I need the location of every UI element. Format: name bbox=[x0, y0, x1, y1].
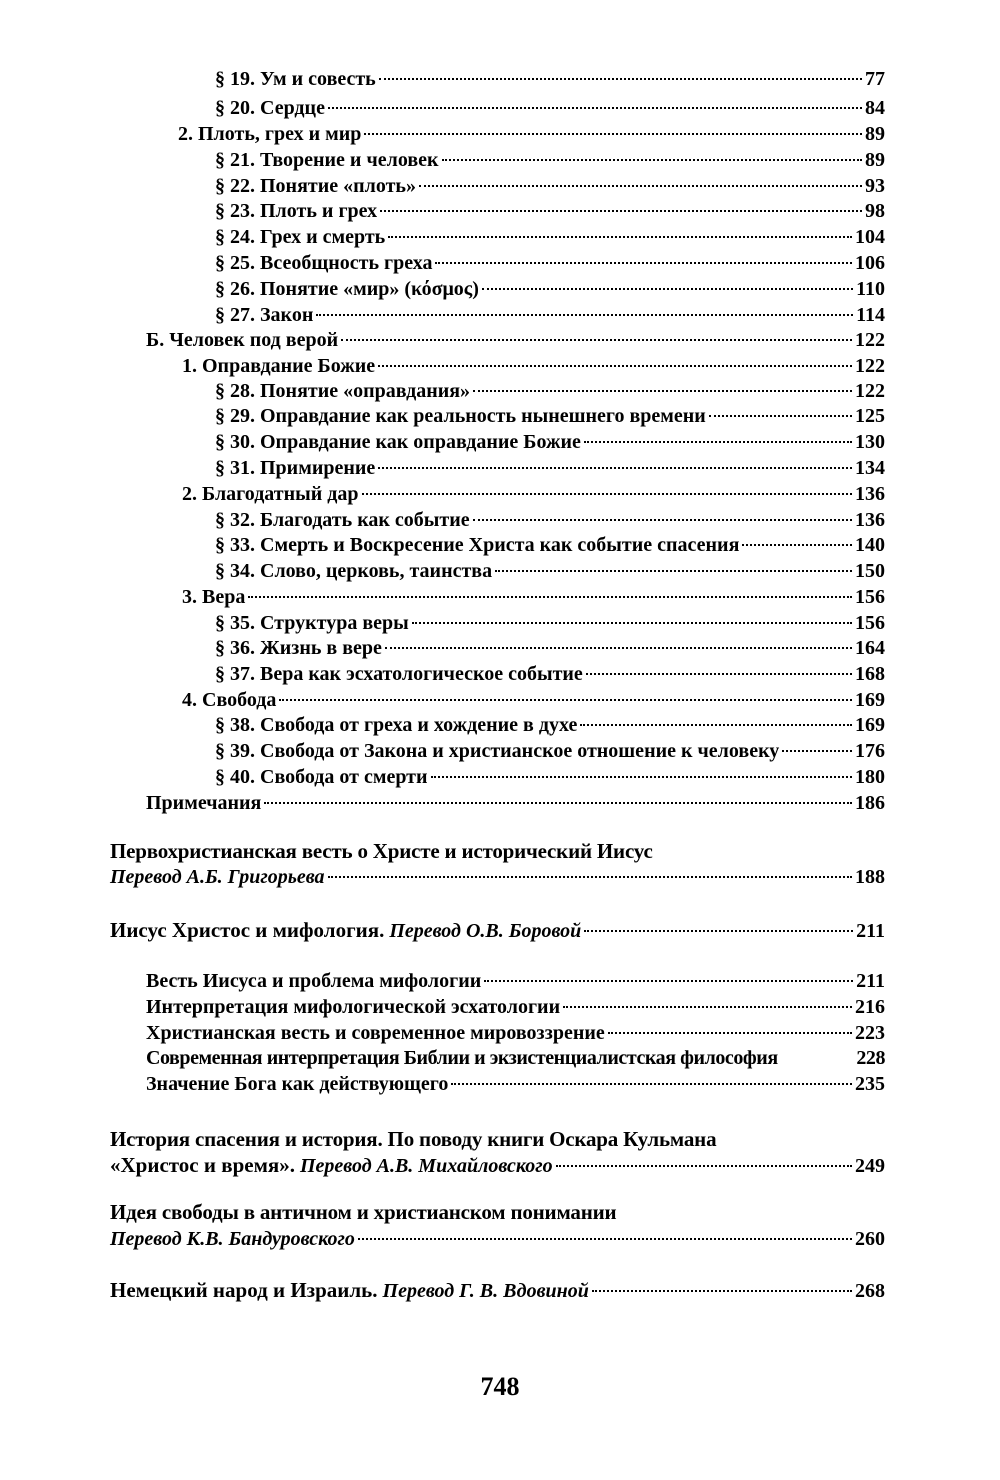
dot-leader bbox=[248, 596, 852, 598]
toc-entry bbox=[215, 661, 885, 687]
dot-leader bbox=[473, 390, 852, 392]
translator-credit: Перевод К.В. Бандуровского bbox=[110, 1228, 355, 1250]
toc-entry-title: § 38. Свобода от греха и хождение в духе bbox=[215, 714, 578, 736]
toc-entry bbox=[110, 1277, 885, 1303]
toc-entry-title: Весть Иисуса и проблема мифологии bbox=[146, 970, 482, 992]
toc-entry-page: 134 bbox=[855, 457, 885, 479]
toc-entry bbox=[146, 1071, 885, 1097]
toc-entry-page: 130 bbox=[855, 431, 885, 453]
toc-entry-title: § 25. Всеобщность греха bbox=[215, 252, 433, 274]
toc-entry-page: 150 bbox=[855, 560, 885, 582]
dot-leader bbox=[328, 876, 852, 878]
toc-entry bbox=[215, 712, 885, 738]
toc-entry-page: 223 bbox=[855, 1022, 885, 1044]
dot-leader bbox=[495, 570, 852, 572]
toc-entry-page: 156 bbox=[855, 586, 885, 608]
toc-entry-title: § 24. Грех и смерть bbox=[215, 226, 386, 248]
toc-entry-page: 168 bbox=[855, 663, 885, 685]
toc-entry-title: Христианская весть и современное мировоззрение bbox=[146, 1022, 605, 1044]
toc-entry bbox=[146, 968, 885, 994]
dot-leader bbox=[358, 1238, 852, 1240]
toc-entry bbox=[215, 635, 885, 661]
toc-entry-title: Примечания bbox=[146, 792, 262, 814]
toc-entry-title: Современная интерпретация Библии и экзистенциалистская философия bbox=[146, 1047, 778, 1069]
toc-entry bbox=[215, 250, 885, 276]
translator-credit: Перевод Г. В. Вдовиной bbox=[382, 1280, 589, 1302]
dot-leader bbox=[482, 288, 853, 290]
toc-entry-page: 169 bbox=[855, 689, 885, 711]
toc-entry-title: § 33. Смерть и Воскресение Христа как событие спасения bbox=[215, 534, 740, 556]
dot-leader bbox=[431, 776, 852, 778]
dot-leader bbox=[279, 699, 852, 701]
toc-entry bbox=[178, 121, 885, 147]
toc-entry-page: 140 bbox=[855, 534, 885, 556]
dot-leader bbox=[264, 802, 852, 804]
toc-entry-title: § 32. Благодать как событие bbox=[215, 509, 470, 531]
dot-leader bbox=[435, 262, 852, 264]
toc-entry-title: Значение Бога как действующего bbox=[146, 1073, 449, 1095]
toc-entry bbox=[215, 558, 885, 584]
toc-entry-title: § 20. Сердце bbox=[215, 97, 325, 119]
toc-entry-title: § 27. Закон bbox=[215, 304, 314, 326]
toc-entry bbox=[215, 276, 885, 302]
toc-entry-page: 164 bbox=[855, 637, 885, 659]
dot-leader bbox=[362, 493, 852, 495]
toc-entry bbox=[182, 481, 885, 507]
toc-entry bbox=[215, 429, 885, 455]
essay-title: Иисус Христос и мифология. bbox=[110, 918, 385, 942]
toc-entry-title: § 35. Структура веры bbox=[215, 612, 409, 634]
dot-leader bbox=[584, 441, 852, 443]
dot-leader bbox=[364, 133, 862, 135]
toc-entry-title: § 39. Свобода от Закона и христианское отношение к человеку bbox=[215, 740, 780, 762]
toc-entry-page: 122 bbox=[855, 329, 885, 351]
toc-entry-title: § 21. Творение и человек bbox=[215, 149, 439, 171]
toc-entry-title: § 28. Понятие «оправдания» bbox=[215, 380, 471, 402]
toc-entry-page: 89 bbox=[865, 149, 885, 171]
toc-entry bbox=[110, 1152, 885, 1178]
toc-entry bbox=[215, 532, 885, 558]
toc-entry-title: § 22. Понятие «плоть» bbox=[215, 175, 417, 197]
translator-credit: Перевод А.В. Михайловского bbox=[299, 1155, 553, 1177]
toc-entry-page: 169 bbox=[855, 714, 885, 736]
toc-entry-page: 156 bbox=[855, 612, 885, 634]
toc-entry bbox=[146, 327, 885, 353]
toc-entry-title: § 40. Свобода от смерти bbox=[215, 766, 428, 788]
toc-entry-page: 268 bbox=[855, 1280, 885, 1302]
toc-entry-page: 188 bbox=[855, 866, 885, 888]
toc-entry bbox=[110, 864, 885, 890]
dot-leader bbox=[580, 724, 852, 726]
dot-leader bbox=[742, 544, 852, 546]
dot-leader bbox=[412, 622, 852, 624]
toc-entry-page: 211 bbox=[856, 970, 885, 992]
dot-leader bbox=[563, 1006, 852, 1008]
toc-entry-title: 2. Плоть, грех и мир bbox=[178, 123, 362, 145]
dot-leader bbox=[586, 673, 852, 675]
essay-title: Первохристианская весть о Христе и исторический Иисус bbox=[110, 839, 653, 863]
dot-leader bbox=[341, 339, 852, 341]
translator-credit: Перевод А.Б. Григорьева bbox=[110, 866, 325, 888]
toc-entry-page: 211 bbox=[856, 920, 885, 942]
toc-entry bbox=[215, 173, 885, 199]
toc-entry-page: 106 bbox=[855, 252, 885, 274]
toc-entry-title: 4. Свобода bbox=[182, 689, 277, 711]
dot-leader bbox=[388, 236, 852, 238]
toc-entry-title: 2. Благодатный дар bbox=[182, 483, 359, 505]
toc-entry-page: 98 bbox=[865, 200, 885, 222]
toc-entry-title: § 36. Жизнь в вере bbox=[215, 637, 382, 659]
toc-entry-page: 84 bbox=[865, 97, 885, 119]
toc-entry bbox=[182, 584, 885, 610]
toc-entry-title: § 37. Вера как эсхатологическое событие bbox=[215, 663, 583, 685]
toc-entry-page: 125 bbox=[855, 405, 885, 427]
essay-title-continued: «Христос и время». bbox=[110, 1153, 295, 1177]
toc-entry-page: 176 bbox=[855, 740, 885, 762]
dot-leader bbox=[328, 107, 862, 109]
toc-entry-title: 1. Оправдание Божие bbox=[182, 355, 376, 377]
toc-entry bbox=[110, 1226, 885, 1252]
toc-entry-page: 216 bbox=[855, 996, 885, 1018]
toc-entry bbox=[146, 994, 885, 1020]
toc-entry bbox=[146, 790, 885, 816]
toc-entry-page: 235 bbox=[855, 1073, 885, 1095]
dot-leader bbox=[584, 930, 853, 932]
dot-leader bbox=[451, 1083, 852, 1085]
toc-entry-page: 136 bbox=[855, 509, 885, 531]
dot-leader bbox=[379, 78, 862, 80]
dot-leader bbox=[385, 647, 852, 649]
toc-entry-page: 180 bbox=[855, 766, 885, 788]
toc-entry bbox=[215, 403, 885, 429]
dot-leader bbox=[473, 519, 852, 521]
toc-entry-page: 110 bbox=[856, 278, 885, 300]
toc-entry bbox=[182, 353, 885, 379]
toc-entry-page: 249 bbox=[855, 1155, 885, 1177]
dot-leader bbox=[378, 365, 852, 367]
toc-entry-title: § 31. Примирение bbox=[215, 457, 376, 479]
toc-entry-title: 3. Вера bbox=[182, 586, 246, 608]
toc-entry bbox=[215, 738, 885, 764]
toc-entry bbox=[215, 224, 885, 250]
toc-entry-page: 186 bbox=[855, 792, 885, 814]
dot-leader bbox=[592, 1290, 852, 1292]
dot-leader bbox=[484, 980, 853, 982]
dot-leader bbox=[608, 1032, 852, 1034]
toc-entry bbox=[215, 198, 885, 224]
toc-entry-page: 89 bbox=[865, 123, 885, 145]
toc-entry-page: 93 bbox=[865, 175, 885, 197]
essay-title: История спасения и история. По поводу книги Оскара Кульмана bbox=[110, 1127, 717, 1151]
toc-entry-page: 114 bbox=[856, 304, 885, 326]
toc-entry bbox=[215, 302, 885, 328]
toc-entry-page: 122 bbox=[855, 355, 885, 377]
dot-leader bbox=[419, 185, 862, 187]
toc-entry bbox=[215, 610, 885, 636]
toc-entry-title: § 23. Плоть и грех bbox=[215, 200, 378, 222]
dot-leader bbox=[378, 467, 852, 469]
page-number: 748 bbox=[480, 1372, 520, 1401]
toc-entry bbox=[182, 687, 885, 713]
toc-entry-title: § 30. Оправдание как оправдание Божие bbox=[215, 431, 581, 453]
toc-entry-title: Интерпретация мифологической эсхатологии bbox=[146, 996, 561, 1018]
toc-entry-page: 228 bbox=[856, 1047, 885, 1069]
toc-entry-title: § 19. Ум и совесть bbox=[215, 68, 376, 90]
toc-entry-page: 136 bbox=[855, 483, 885, 505]
toc-entry bbox=[215, 378, 885, 404]
dot-leader bbox=[316, 314, 853, 316]
dot-leader bbox=[709, 415, 852, 417]
toc-entry-page: 122 bbox=[855, 380, 885, 402]
toc-entry-title: § 29. Оправдание как реальность нынешнего времени bbox=[215, 405, 706, 427]
toc-entry bbox=[215, 147, 885, 173]
toc-entry bbox=[215, 455, 885, 481]
toc-entry bbox=[146, 1045, 885, 1071]
toc-entry-title: § 34. Слово, церковь, таинства bbox=[215, 560, 493, 582]
toc-entry-page: 104 bbox=[855, 226, 885, 248]
toc-entry bbox=[110, 917, 885, 943]
toc-entry bbox=[215, 66, 885, 92]
essay-title: Немецкий народ и Израиль. bbox=[110, 1278, 378, 1302]
dot-leader bbox=[442, 159, 862, 161]
dot-leader bbox=[556, 1165, 852, 1167]
toc-entry-title: § 26. Понятие «мир» (κόσμος) bbox=[215, 278, 479, 300]
translator-credit: Перевод О.В. Боровой bbox=[389, 920, 582, 942]
toc-entry-page: 260 bbox=[855, 1228, 885, 1250]
toc-entry bbox=[215, 764, 885, 790]
toc-entry-page: 77 bbox=[865, 68, 885, 90]
toc-entry bbox=[215, 507, 885, 533]
dot-leader bbox=[782, 750, 852, 752]
toc-entry bbox=[146, 1020, 885, 1046]
toc-entry bbox=[215, 95, 885, 121]
toc-entry-title: Б. Человек под верой bbox=[146, 329, 339, 351]
essay-title: Идея свободы в античном и христианском понимании bbox=[110, 1200, 617, 1224]
dot-leader bbox=[380, 210, 862, 212]
